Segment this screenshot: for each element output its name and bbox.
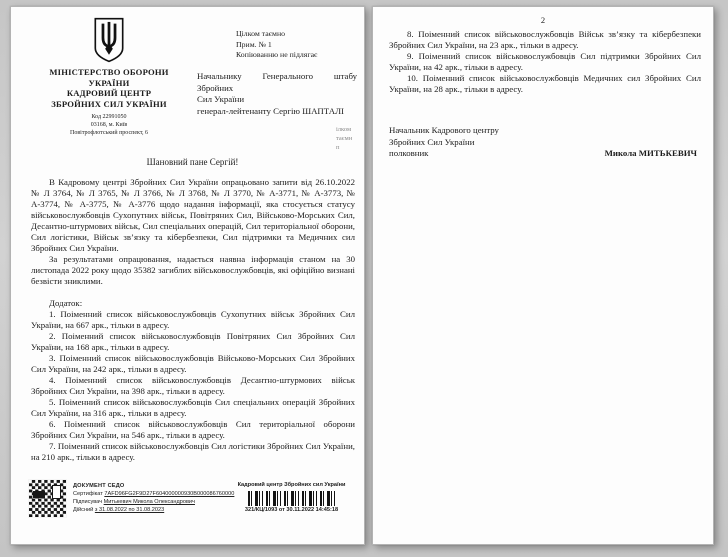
attachment-item: 6. Поіменний список військовослужбовців Сил територіальної оборони Збройних Сил України, на 546 арк., тільки в адресу. [31,419,355,440]
qr-code [29,480,66,517]
attachment-label: Додаток: [49,298,83,308]
letter-page-1 [10,6,365,545]
qr-pattern [33,491,45,498]
signature-block [389,125,701,160]
attachment-item: 4. Поіменний список військовослужбовців Десантно-штурмових військ Збройних Сил України, на 398 арк., тільки в адресу. [31,375,355,396]
addressee-line: Сил України [197,94,245,104]
greeting: Шановний пане Сергій! [146,157,239,167]
barcode-title: Кадровий центр Збройних сил України [237,482,346,488]
org-name-line: ЗБРОЙНИХ СИЛ УКРАЇНИ [51,98,167,109]
stamp-validity: Дійсний з 31.08.2022 по 31.08.2023 [73,507,165,513]
edoc-stamp [73,482,234,514]
letter-body-continued [389,29,701,95]
classification-line: Цілком таємно [236,29,286,38]
attachment-item: 8. Поіменний список військовослужбовців Військ зв’язку та кібербезпеки Збройних Сил України, на 23 арк., тільки в адресу. [389,29,701,50]
spacer [31,287,355,298]
stamp-certificate: Сертифікат 7AFD96FG2F9D27F604000000930B000086760000 [73,491,235,497]
letter-page-2 [372,6,714,545]
org-street: Повітрофлотський проспект, 6 [69,130,149,137]
attachment-item: 9. Поіменний список військовослужбовців Сил підтримки Збройних Сил України, на 42 арк., тільки в адресу. [389,51,701,72]
org-code: Код 22991050 [91,114,127,121]
addressee-line: генерал-лейтенанту Сергію ШАПТАЛІ [197,105,344,116]
classification-block [236,29,317,61]
attachment-item: 3. Поіменний список військовослужбовців Військово-Морських Сил Збройних Сил України, на 242 арк., тільки в адресу. [31,353,355,374]
signer-rank: полковник [389,148,429,158]
attachment-item: 2. Поіменний список військовослужбовців Повітряних Сил Збройних Сил України, на 168 арк., тільки в адресу. [31,331,355,352]
attachment-item: 10. Поіменний список військовослужбовців Медичних сил Збройних Сил України, на 28 арк., тільки в адресу. [389,73,701,94]
org-name-line: УКРАЇНИ [88,77,130,88]
classification-line: Копіюванню не підлягає [236,50,318,59]
org-name-line: МІНІСТЕРСТВО ОБОРОНИ [49,67,169,77]
ukraine-trident-emblem-icon [92,17,126,63]
stamp-signer: Підписувач Митькевич Микола Олександрович [73,499,195,505]
addressee-block [197,71,357,117]
registration-number: 321/КЦ/1093 от 30.11.2022 14:45:18 [244,507,339,513]
attachment-item: 7. Поіменний список військовослужбовців Сил логістики Збройних Сил України, на 210 арк., тільки в адресу. [31,441,355,462]
attachment-item: 1. Поіменний список військовослужбовців Сухопутних військ Збройних Сил України, на 667 арк., тільки в адресу. [31,309,355,330]
addressee-line: Начальнику Генерального штабу Збройних [197,71,357,93]
paragraph: За результатами опрацювання, надається наявна інформація станом на 30 листопада 2022 року щодо 35382 загиблих військовослужбовців, які офіційно визнані безвісти зниклими. [31,254,355,286]
org-name-line: КАДРОВИЙ ЦЕНТР [66,88,152,99]
sender-header [23,17,195,137]
signer-position-line: Збройних Сил України [389,136,475,147]
signer-position-line: Начальник Кадрового центру [389,125,499,135]
stamp-title: ДОКУМЕНТ СЕДО [73,483,125,489]
registration-barcode-block [229,482,354,514]
digital-signature-footer [11,480,364,522]
qr-pattern [52,485,61,499]
signer-name: Микола МИТЬКЕВИЧ [604,148,697,158]
barcode [248,491,336,506]
page-number: 2 [540,15,546,25]
org-city: 03168, м. Київ [90,122,128,129]
attachment-item: 5. Поіменний список військовослужбовців Сил спеціальних операцій Збройних Сил України, на 316 арк., тільки в адресу. [31,397,355,418]
letter-body [31,177,355,463]
classification-line: Прим. № 1 [236,39,272,49]
edge-text-fragment: ілком таємн п [336,126,353,151]
paragraph: В Кадровому центрі Збройних Сил України опрацьовано запити від 26.10.2022 № Л 3764, № Л 3765, № Л 3766, № Л 3768, № Л 3770, № А-3771, № А-3773, № А-3774, № А-3775, № А-3776 щодо надання інформації, яка стосується статусу військовослужбовців Сухопутних військ, Повітряних Сил, Військово-Морських Сил, Десантно-штурмових військ, Сил спеціальних операцій, Сил територіальної оборони, Сил логістики, Військ зв’язку та кібербезпеки, Сил підтримки та Медичних сил Збройних Сил України. [31,177,355,253]
